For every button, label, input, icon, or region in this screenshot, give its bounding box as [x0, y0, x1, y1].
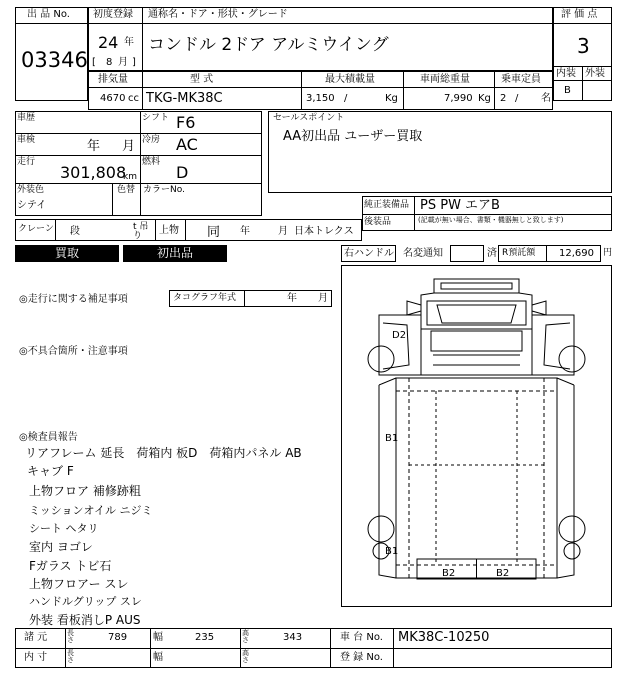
lot-number: 03346 [21, 48, 88, 72]
interior-grade: B [564, 85, 571, 96]
height-value: 343 [283, 632, 303, 643]
length-value: 789 [108, 632, 128, 643]
crane-stage-unit: 段 [70, 226, 80, 237]
sales-point-label: セールスポイント [273, 113, 345, 123]
gross-weight-unit: Kg [478, 93, 491, 104]
equipment-value: PS PW エアB [420, 198, 500, 213]
color-label: 外装色 [17, 185, 45, 195]
first-reg-year: 24 [98, 33, 119, 52]
max-load-unit: Kg [385, 93, 398, 104]
tachograph-month-unit: 月 [318, 293, 328, 304]
tachograph-year-unit: 年 [287, 293, 297, 304]
crane-top-month: 月 [278, 226, 288, 237]
sales-point-box [268, 111, 612, 193]
month-bracket-close: ] [132, 57, 136, 68]
crane-top-label: 上物 [159, 225, 179, 236]
crane-maker: 日本トレクス [294, 226, 354, 237]
report-line: 外装 看板消しP AUS [29, 613, 141, 627]
ac-label: 冷房 [142, 135, 161, 145]
after-parts-note: (記載が無い場合、書類・機器無しと致します) [418, 216, 564, 224]
capacity-slash: / [515, 93, 519, 104]
model-header: 通称名・ドア・形状・グレード [148, 9, 288, 20]
height-label: 高さ [242, 629, 249, 644]
dims-label: 諸 元 [24, 632, 48, 643]
details-box [15, 111, 262, 216]
displacement-label: 排気量 [98, 74, 128, 85]
mileage-value: 301,808 [60, 163, 127, 182]
damage-mark: B1 [385, 546, 399, 557]
capacity-label: 乗車定員 [501, 74, 541, 85]
name-change-label: 名変通知 [403, 248, 443, 259]
interior-label: 内装 [556, 68, 576, 79]
recycle-yen: 円 [603, 248, 613, 258]
model-name: コンドル 2ドア アルミウイング [148, 35, 389, 55]
reg-no-label: 登 録 No. [340, 652, 383, 663]
driving-notes-label: ◎走行に関する補足事項 [19, 294, 128, 305]
fuel-value: D [176, 163, 189, 182]
type-label: 型 式 [190, 74, 214, 85]
fuel-label: 燃料 [142, 157, 161, 167]
damage-mark: B2 [496, 568, 510, 579]
color-no-label: カラーNo. [143, 185, 185, 195]
crane-label: クレーン [18, 224, 54, 234]
first-listing-tag: 初出品 [123, 245, 227, 262]
after-parts-label: 後装品 [364, 217, 392, 227]
report-line: 上物フロア 補修跡粗 [29, 484, 141, 498]
first-reg-label: 初度登録 [93, 9, 133, 20]
recycle-fee-label: R預託額 [502, 248, 536, 258]
inner-width-label: 幅 [153, 652, 163, 663]
grade-label: 評 価 点 [561, 9, 598, 20]
report-line: ミッションオイル ニジミ [29, 504, 153, 517]
exterior-label: 外装 [585, 68, 605, 79]
inspection-month-unit: 月 [122, 139, 136, 154]
model-code: TKG-MK38C [146, 91, 223, 106]
ac-value: AC [176, 135, 198, 154]
max-load-slash: / [344, 93, 348, 104]
history-label: 車歴 [17, 113, 36, 123]
report-line: 室内 ヨゴレ [29, 540, 93, 554]
max-load-value: 3,150 [306, 93, 335, 104]
inner-height-label: 高さ [242, 649, 249, 664]
color-change-label: 色替 [117, 185, 136, 195]
equipment-label: 純正装備品 [364, 200, 410, 210]
buy-tag: 買取 [15, 245, 119, 262]
name-change-box [450, 245, 484, 262]
recycle-label: 済 [487, 248, 497, 259]
defects-label: ◎不具合箇所・注意事項 [19, 346, 128, 357]
report-line: シート ヘタリ [29, 522, 99, 535]
width-label: 幅 [153, 632, 163, 643]
recycle-fee-value: 12,690 [559, 248, 594, 259]
damage-mark: B2 [442, 568, 456, 579]
inner-dims-label: 内 寸 [24, 652, 48, 663]
report-line: Fガラス トビ石 [29, 559, 112, 573]
width-value: 235 [195, 632, 215, 643]
inspection-year-unit: 年 [87, 139, 101, 154]
mileage-label: 走行 [17, 157, 36, 167]
color-value: シテイ [17, 200, 47, 211]
report-line: リアフレーム 延長 荷箱内 板D 荷箱内パネル AB [25, 446, 302, 460]
report-line: キャブ F [27, 464, 74, 478]
damage-mark: B1 [385, 433, 399, 444]
year-unit: 年 [124, 37, 134, 48]
crane-lift-unit: t 吊り [133, 222, 149, 241]
displacement-unit: cc [128, 93, 139, 104]
capacity-unit: 名 [541, 93, 551, 104]
month-bracket-open: [ [92, 57, 96, 68]
mileage-unit: km [123, 172, 137, 182]
shift-value: F6 [176, 113, 196, 132]
month-unit: 月 [118, 57, 128, 68]
capacity-value: 2 [500, 93, 507, 104]
tachograph-label: タコグラフ年式 [173, 293, 237, 303]
gross-weight-value: 7,990 [444, 93, 473, 104]
inner-length-label: 長さ [67, 649, 74, 664]
report-line: ハンドルグリップ スレ [29, 595, 142, 608]
chassis-no: MK38C-10250 [398, 630, 490, 645]
steering-value: 右ハンドル [344, 248, 394, 259]
inspector-report-label: ◎検査員報告 [19, 432, 78, 443]
first-reg-month: 8 [106, 57, 113, 68]
sales-point-text: AA初出品 ユーザー買取 [283, 129, 423, 144]
displacement-value: 4670 [100, 93, 126, 104]
damage-mark: D2 [392, 330, 407, 341]
gross-weight-label: 車両総重量 [420, 74, 470, 85]
crane-top-value: 同 [207, 225, 221, 240]
crane-top-year: 年 [240, 226, 250, 237]
report-line: 上物フロアー スレ [29, 577, 129, 591]
lot-label: 出 品 No. [27, 9, 70, 20]
chassis-label: 車 台 No. [340, 632, 383, 643]
truck-diagram-svg [341, 265, 612, 607]
length-label: 長さ [67, 629, 74, 644]
max-load-label: 最大積載量 [325, 74, 375, 85]
grade-value: 3 [577, 34, 590, 58]
shift-label: シフト [142, 113, 170, 123]
inspection-label: 車検 [17, 135, 36, 145]
